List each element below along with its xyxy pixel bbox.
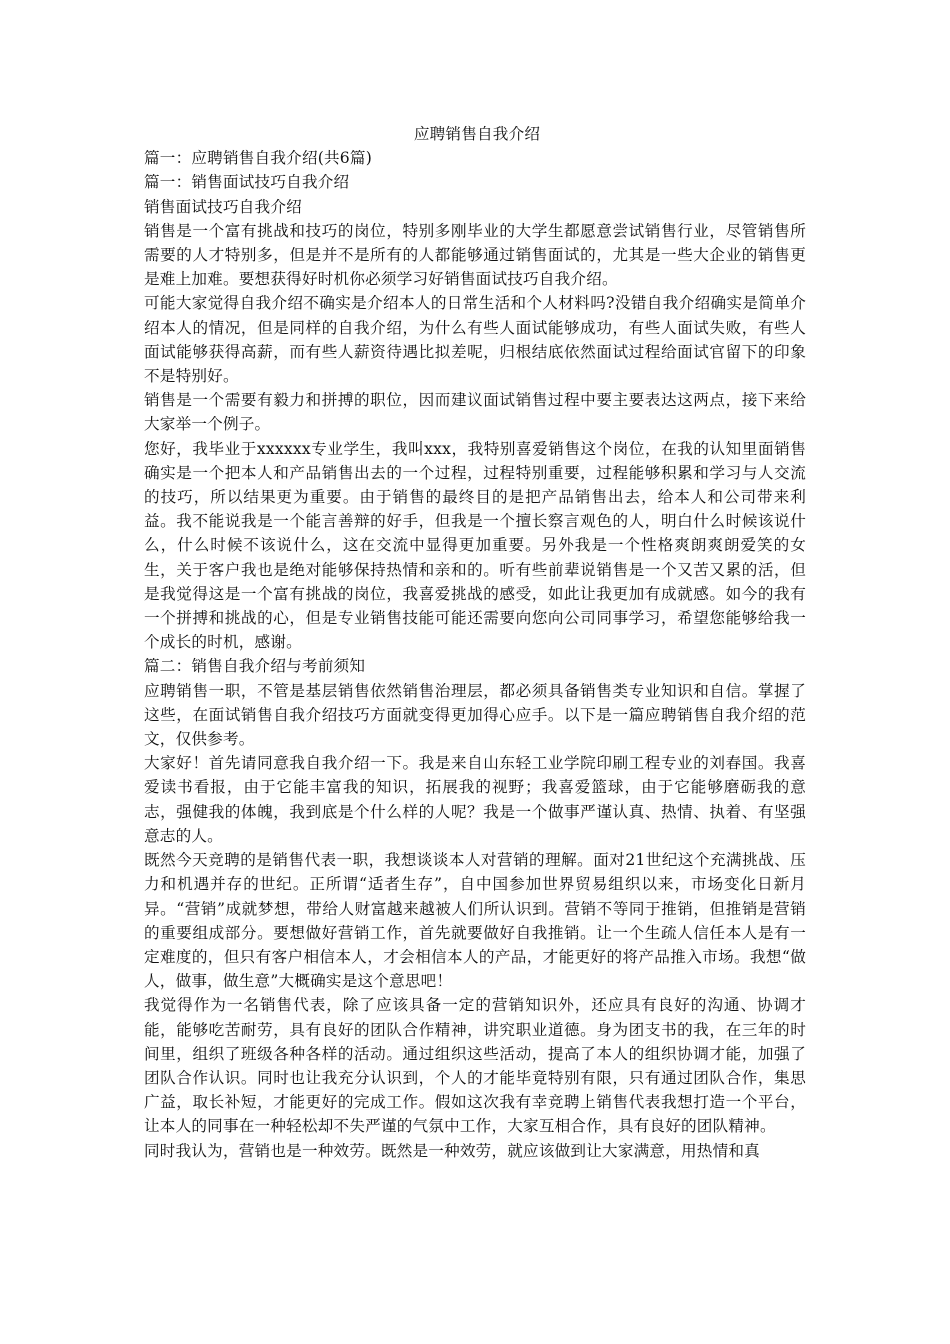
body-paragraph: 同时我认为，营销也是一种效劳。既然是一种效劳，就应该做到让大家满意，用热情和真: [144, 1141, 760, 1160]
body-paragraph: 可能大家觉得自我介绍不确实是介绍本人的日常生活和个人材料吗?没错自我介绍确实是简单介绍本人的情况，但是同样的自我介绍，为什么有些人面试能够成功，有些人面试失败，有些人面试能够获得高薪，而有些人薪资待遇比拟差呢，归根结底依然面试过程给面试官留下的印象不是特别好。: [144, 294, 806, 386]
body-paragraph: 您好，我毕业于xxxxxx专业学生，我叫xxx，我特别喜爱销售这个岗位，在我的认知里面销售确实是一个把本人和产品销售出去的一个过程，过程特别重要，过程能够积累和学习与人交流的技巧，所以结果更为重要。由于销售的最终目的是把产品销售出去，给本人和公司带来利益。我不能说我是一个能言善辩的好手，但我是一个擅长察言观色的人，明白什么时候该说什么，什么时候不该说什么，这在交流中显得更加重要。另外我是一个性格爽朗爽朗爱笑的女生，关于客户我也是绝对能够保持热情和亲和的。听有些前辈说销售是一个又苦又累的活，但是我觉得这是一个富有挑战的岗位，我喜爱挑战的感受，如此让我更加有成就感。如今的我有一个拼搏和挑战的心，但是专业销售技能可能还需要向您向公司同事学习，希望您能够给我一个成长的时机，感谢。: [144, 439, 806, 652]
body-paragraph: 销售是一个需要有毅力和拼搏的职位，因而建议面试销售过程中要主要表达这两点，接下来给大家举一个例子。: [144, 391, 806, 434]
body-paragraph: 应聘销售一职，不管是基层销售依然销售治理层，都必须具备销售类专业知识和自信。掌握了这些，在面试销售自我介绍技巧方面就变得更加得心应手。以下是一篇应聘销售自我介绍的范文，仅供参考。: [144, 681, 806, 749]
subsection-heading: 销售面试技巧自我介绍: [144, 197, 302, 216]
section-heading: 篇一：应聘销售自我介绍(共6篇): [144, 149, 373, 168]
section-heading: 篇一：销售面试技巧自我介绍: [144, 173, 350, 192]
body-paragraph: 大家好！首先请同意我自我介绍一下。我是来自山东轻工业学院印刷工程专业的刘春国。我喜爱读书看报，由于它能丰富我的知识，拓展我的视野；我喜爱篮球，由于它能够磨砺我的意志，强健我的体魄，我到底是个什么样的人呢？我是一个做事严谨认真、热情、执着、有坚强意志的人。: [144, 754, 806, 845]
section-heading: 篇二：销售自我介绍与考前须知: [144, 657, 366, 676]
document-body: [144, 122, 806, 1163]
document-title: 应聘销售自我介绍: [413, 125, 541, 143]
body-paragraph: 我觉得作为一名销售代表，除了应该具备一定的营销知识外，还应具有良好的沟通、协调才能，能够吃苦耐劳，具有良好的团队合作精神，讲究职业道德。身为团支书的我，在三年的时间里，组织了班级各种各样的活动。通过组织这些活动，提高了本人的组织协调才能，加强了团队合作认识。同时也让我充分认识到，个人的才能毕竟特别有限，只有通过团队合作，集思广益，取长补短，才能更好的完成工作。假如这次我有幸竞聘上销售代表我想打造一个平台，让本人的同事在一种轻松却不失严谨的气氛中工作，大家互相合作，具有良好的团队精神。: [144, 996, 806, 1136]
body-paragraph: 既然今天竞聘的是销售代表一职，我想谈谈本人对营销的理解。面对21世纪这个充满挑战、压力和机遇并存的世纪。正所谓“适者生存”，自中国参加世界贸易组织以来，市场变化日新月异。“营销”成就梦想，带给人财富越来越被人们所认识到。营销不等同于推销，但推销是营销的重要组成部分。要想做好营销工作，首先就要做好自我推销。让一个生疏人信任本人是有一定难度的，但只有客户相信本人，才会相信本人的产品，才能更好的将产品推入市场。我想“做人，做事，做生意”大概确实是这个意思吧！: [144, 851, 806, 991]
body-paragraph: 销售是一个富有挑战和技巧的岗位，特别多刚毕业的大学生都愿意尝试销售行业，尽管销售所需要的人才特别多，但是并不是所有的人都能够通过销售面试的，尤其是一些大企业的销售更是难上加难。要想获得好时机你必须学习好销售面试技巧自我介绍。: [144, 221, 806, 289]
